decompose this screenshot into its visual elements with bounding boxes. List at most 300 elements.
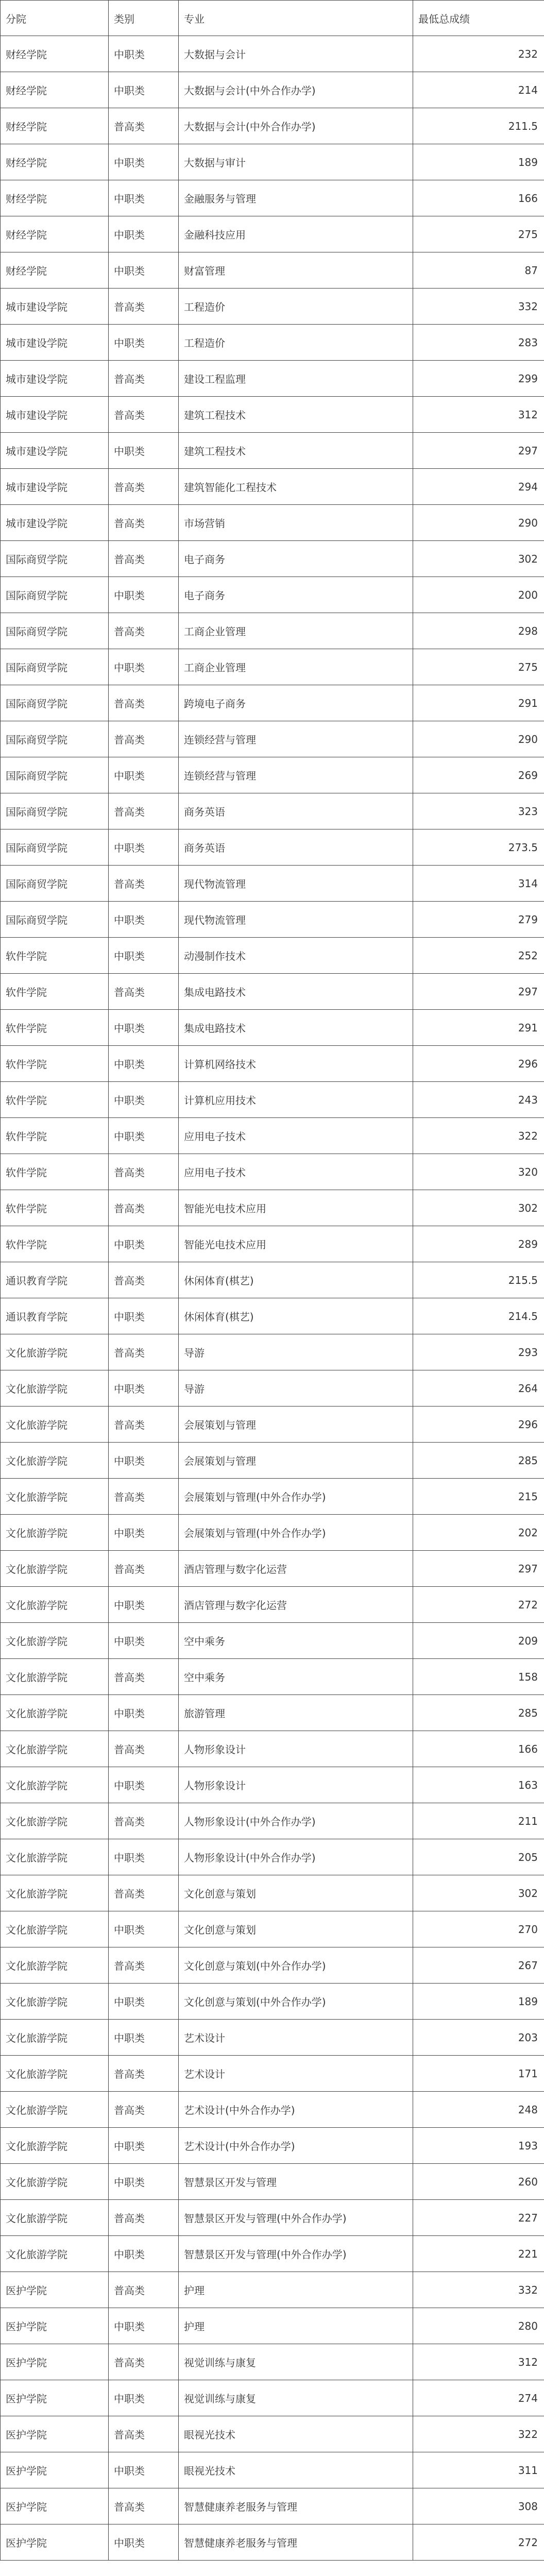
cell-score: 267 bbox=[413, 1947, 544, 1984]
cell-major: 工商企业管理 bbox=[179, 649, 413, 685]
cell-category: 中职类 bbox=[109, 938, 179, 974]
table-row bbox=[1, 1334, 544, 1370]
cell-college: 软件学院 bbox=[1, 1046, 109, 1082]
cell-score: 323 bbox=[413, 793, 544, 829]
cell-college: 文化旅游学院 bbox=[1, 1767, 109, 1803]
cell-score: 291 bbox=[413, 685, 544, 721]
cell-major: 大数据与会计 bbox=[179, 36, 413, 72]
cell-college: 城市建设学院 bbox=[1, 289, 109, 325]
cell-major: 建设工程监理 bbox=[179, 361, 413, 397]
table-row bbox=[1, 793, 544, 829]
table-row bbox=[1, 1731, 544, 1767]
table-row bbox=[1, 1298, 544, 1334]
cell-category: 普高类 bbox=[109, 289, 179, 325]
cell-major: 空中乘务 bbox=[179, 1659, 413, 1695]
cell-major: 大数据与会计(中外合作办学) bbox=[179, 72, 413, 108]
table-row bbox=[1, 2452, 544, 2488]
table-row bbox=[1, 469, 544, 505]
table-row bbox=[1, 2308, 544, 2344]
cell-score: 291 bbox=[413, 1010, 544, 1046]
cell-major: 旅游管理 bbox=[179, 1695, 413, 1731]
cell-category: 中职类 bbox=[109, 1515, 179, 1551]
cell-college: 软件学院 bbox=[1, 938, 109, 974]
cell-score: 171 bbox=[413, 2056, 544, 2092]
table-row bbox=[1, 2236, 544, 2272]
cell-category: 中职类 bbox=[109, 1226, 179, 1262]
cell-category: 普高类 bbox=[109, 1875, 179, 1911]
cell-major: 文化创意与策划(中外合作办学) bbox=[179, 1947, 413, 1984]
cell-score: 275 bbox=[413, 649, 544, 685]
cell-college: 软件学院 bbox=[1, 974, 109, 1010]
cell-score: 215 bbox=[413, 1479, 544, 1515]
cell-score: 87 bbox=[413, 252, 544, 289]
cell-score: 290 bbox=[413, 721, 544, 757]
cell-college: 城市建设学院 bbox=[1, 469, 109, 505]
cell-score: 322 bbox=[413, 1118, 544, 1154]
cell-category: 中职类 bbox=[109, 2452, 179, 2488]
cell-college: 文化旅游学院 bbox=[1, 1370, 109, 1406]
table-row bbox=[1, 2380, 544, 2416]
cell-major: 智能光电技术应用 bbox=[179, 1226, 413, 1262]
cell-college: 财经学院 bbox=[1, 216, 109, 252]
cell-score: 297 bbox=[413, 1551, 544, 1587]
cell-college: 医护学院 bbox=[1, 2524, 109, 2561]
cell-major: 金融科技应用 bbox=[179, 216, 413, 252]
cell-college: 文化旅游学院 bbox=[1, 1623, 109, 1659]
table-row bbox=[1, 1046, 544, 1082]
cell-category: 中职类 bbox=[109, 72, 179, 108]
table-row bbox=[1, 1406, 544, 1443]
cell-score: 332 bbox=[413, 289, 544, 325]
cell-category: 普高类 bbox=[109, 2272, 179, 2308]
cell-category: 普高类 bbox=[109, 1334, 179, 1370]
cell-score: 248 bbox=[413, 2092, 544, 2128]
header-score: 最低总成绩 bbox=[413, 1, 544, 36]
cell-category: 中职类 bbox=[109, 829, 179, 866]
cell-category: 中职类 bbox=[109, 1623, 179, 1659]
cell-category: 中职类 bbox=[109, 216, 179, 252]
cell-category: 中职类 bbox=[109, 1046, 179, 1082]
cell-category: 中职类 bbox=[109, 2524, 179, 2561]
cell-category: 普高类 bbox=[109, 2416, 179, 2452]
cell-college: 文化旅游学院 bbox=[1, 2092, 109, 2128]
table-row bbox=[1, 1803, 544, 1839]
cell-category: 普高类 bbox=[109, 1479, 179, 1515]
table-row bbox=[1, 1190, 544, 1226]
cell-major: 连锁经营与管理 bbox=[179, 721, 413, 757]
table-row bbox=[1, 541, 544, 577]
cell-college: 文化旅游学院 bbox=[1, 2128, 109, 2164]
cell-category: 中职类 bbox=[109, 2020, 179, 2056]
cell-score: 290 bbox=[413, 505, 544, 541]
cell-category: 中职类 bbox=[109, 1839, 179, 1875]
cell-score: 314 bbox=[413, 866, 544, 902]
cell-college: 城市建设学院 bbox=[1, 505, 109, 541]
cell-score: 252 bbox=[413, 938, 544, 974]
cell-major: 智慧健康养老服务与管理 bbox=[179, 2524, 413, 2561]
cell-score: 166 bbox=[413, 180, 544, 216]
cell-major: 人物形象设计 bbox=[179, 1767, 413, 1803]
table-row bbox=[1, 1154, 544, 1190]
cell-category: 普高类 bbox=[109, 469, 179, 505]
cell-major: 建筑工程技术 bbox=[179, 433, 413, 469]
cell-major: 酒店管理与数字化运营 bbox=[179, 1551, 413, 1587]
cell-college: 文化旅游学院 bbox=[1, 1406, 109, 1443]
cell-college: 通识教育学院 bbox=[1, 1262, 109, 1298]
cell-score: 215.5 bbox=[413, 1262, 544, 1298]
cell-major: 艺术设计 bbox=[179, 2020, 413, 2056]
cell-category: 普高类 bbox=[109, 721, 179, 757]
table-row bbox=[1, 649, 544, 685]
cell-category: 普高类 bbox=[109, 1262, 179, 1298]
cell-college: 软件学院 bbox=[1, 1190, 109, 1226]
table-row bbox=[1, 2524, 544, 2561]
cell-college: 城市建设学院 bbox=[1, 433, 109, 469]
cell-category: 中职类 bbox=[109, 1443, 179, 1479]
cell-college: 文化旅游学院 bbox=[1, 1803, 109, 1839]
cell-category: 普高类 bbox=[109, 2056, 179, 2092]
cell-major: 集成电路技术 bbox=[179, 1010, 413, 1046]
table-row bbox=[1, 361, 544, 397]
cell-major: 现代物流管理 bbox=[179, 866, 413, 902]
cell-college: 国际商贸学院 bbox=[1, 793, 109, 829]
cell-college: 财经学院 bbox=[1, 108, 109, 144]
cell-college: 医护学院 bbox=[1, 2488, 109, 2524]
cell-major: 智慧景区开发与管理 bbox=[179, 2164, 413, 2200]
table-row bbox=[1, 1984, 544, 2020]
table-row bbox=[1, 1118, 544, 1154]
cell-score: 285 bbox=[413, 1443, 544, 1479]
cell-major: 计算机网络技术 bbox=[179, 1046, 413, 1082]
cell-major: 集成电路技术 bbox=[179, 974, 413, 1010]
cell-college: 医护学院 bbox=[1, 2452, 109, 2488]
cell-major: 艺术设计(中外合作办学) bbox=[179, 2128, 413, 2164]
cell-category: 普高类 bbox=[109, 866, 179, 902]
cell-category: 普高类 bbox=[109, 397, 179, 433]
table-row bbox=[1, 902, 544, 938]
cell-college: 文化旅游学院 bbox=[1, 2236, 109, 2272]
cell-category: 中职类 bbox=[109, 1695, 179, 1731]
table-row bbox=[1, 72, 544, 108]
cell-major: 导游 bbox=[179, 1370, 413, 1406]
cell-score: 211 bbox=[413, 1803, 544, 1839]
table-row bbox=[1, 2272, 544, 2308]
table-row bbox=[1, 938, 544, 974]
cell-category: 中职类 bbox=[109, 433, 179, 469]
cell-college: 财经学院 bbox=[1, 144, 109, 180]
table-row bbox=[1, 289, 544, 325]
cell-score: 273.5 bbox=[413, 829, 544, 866]
table-row bbox=[1, 2200, 544, 2236]
table-row bbox=[1, 1479, 544, 1515]
cell-college: 国际商贸学院 bbox=[1, 866, 109, 902]
cell-college: 软件学院 bbox=[1, 1154, 109, 1190]
cell-score: 297 bbox=[413, 433, 544, 469]
cell-category: 中职类 bbox=[109, 649, 179, 685]
table-row bbox=[1, 2092, 544, 2128]
cell-college: 文化旅游学院 bbox=[1, 1659, 109, 1695]
table-row bbox=[1, 1082, 544, 1118]
table-row bbox=[1, 36, 544, 72]
table-row bbox=[1, 2128, 544, 2164]
cell-category: 中职类 bbox=[109, 1298, 179, 1334]
cell-category: 中职类 bbox=[109, 1984, 179, 2020]
cell-major: 眼视光技术 bbox=[179, 2452, 413, 2488]
cell-score: 285 bbox=[413, 1695, 544, 1731]
cell-score: 227 bbox=[413, 2200, 544, 2236]
table-row bbox=[1, 1839, 544, 1875]
cell-major: 休闲体育(棋艺) bbox=[179, 1262, 413, 1298]
table-row bbox=[1, 1659, 544, 1695]
cell-college: 国际商贸学院 bbox=[1, 829, 109, 866]
cell-college: 文化旅游学院 bbox=[1, 1911, 109, 1947]
cell-category: 普高类 bbox=[109, 2488, 179, 2524]
cell-major: 酒店管理与数字化运营 bbox=[179, 1587, 413, 1623]
table-row bbox=[1, 1443, 544, 1479]
cell-category: 中职类 bbox=[109, 325, 179, 361]
cell-category: 中职类 bbox=[109, 1370, 179, 1406]
header-category: 类别 bbox=[109, 1, 179, 36]
cell-college: 文化旅游学院 bbox=[1, 1947, 109, 1984]
table-row bbox=[1, 721, 544, 757]
cell-major: 应用电子技术 bbox=[179, 1118, 413, 1154]
cell-major: 护理 bbox=[179, 2272, 413, 2308]
cell-college: 文化旅游学院 bbox=[1, 1551, 109, 1587]
cell-category: 普高类 bbox=[109, 1406, 179, 1443]
cell-category: 普高类 bbox=[109, 1154, 179, 1190]
cell-college: 医护学院 bbox=[1, 2380, 109, 2416]
cell-score: 297 bbox=[413, 974, 544, 1010]
cell-major: 导游 bbox=[179, 1334, 413, 1370]
cell-college: 国际商贸学院 bbox=[1, 721, 109, 757]
cell-category: 中职类 bbox=[109, 1010, 179, 1046]
table-row bbox=[1, 1262, 544, 1298]
cell-score: 312 bbox=[413, 397, 544, 433]
cell-score: 202 bbox=[413, 1515, 544, 1551]
cell-score: 280 bbox=[413, 2308, 544, 2344]
table-row bbox=[1, 829, 544, 866]
cell-college: 财经学院 bbox=[1, 72, 109, 108]
cell-category: 中职类 bbox=[109, 2236, 179, 2272]
cell-category: 中职类 bbox=[109, 180, 179, 216]
cell-category: 普高类 bbox=[109, 108, 179, 144]
table-body bbox=[1, 36, 544, 2561]
cell-category: 普高类 bbox=[109, 1803, 179, 1839]
cell-major: 财富管理 bbox=[179, 252, 413, 289]
cell-major: 会展策划与管理 bbox=[179, 1406, 413, 1443]
table-row bbox=[1, 1623, 544, 1659]
cell-major: 动漫制作技术 bbox=[179, 938, 413, 974]
cell-score: 163 bbox=[413, 1767, 544, 1803]
cell-college: 国际商贸学院 bbox=[1, 649, 109, 685]
table-row bbox=[1, 1370, 544, 1406]
cell-major: 人物形象设计(中外合作办学) bbox=[179, 1839, 413, 1875]
cell-score: 308 bbox=[413, 2488, 544, 2524]
cell-college: 文化旅游学院 bbox=[1, 1731, 109, 1767]
cell-category: 普高类 bbox=[109, 974, 179, 1010]
table-row bbox=[1, 180, 544, 216]
cell-category: 普高类 bbox=[109, 505, 179, 541]
cell-score: 211.5 bbox=[413, 108, 544, 144]
table-row bbox=[1, 1695, 544, 1731]
cell-major: 护理 bbox=[179, 2308, 413, 2344]
cell-category: 中职类 bbox=[109, 1587, 179, 1623]
table-row bbox=[1, 144, 544, 180]
table-row bbox=[1, 757, 544, 793]
cell-college: 文化旅游学院 bbox=[1, 2164, 109, 2200]
cell-score: 166 bbox=[413, 1731, 544, 1767]
table-row bbox=[1, 613, 544, 649]
table-row bbox=[1, 252, 544, 289]
cell-major: 视觉训练与康复 bbox=[179, 2344, 413, 2380]
cell-score: 332 bbox=[413, 2272, 544, 2308]
cell-score: 232 bbox=[413, 36, 544, 72]
cell-category: 中职类 bbox=[109, 757, 179, 793]
cell-major: 会展策划与管理(中外合作办学) bbox=[179, 1515, 413, 1551]
table-row bbox=[1, 2344, 544, 2380]
cell-college: 文化旅游学院 bbox=[1, 1587, 109, 1623]
cell-college: 城市建设学院 bbox=[1, 325, 109, 361]
cell-category: 普高类 bbox=[109, 541, 179, 577]
cell-college: 城市建设学院 bbox=[1, 397, 109, 433]
header-college: 分院 bbox=[1, 1, 109, 36]
table-row bbox=[1, 216, 544, 252]
table-row bbox=[1, 866, 544, 902]
cell-college: 医护学院 bbox=[1, 2272, 109, 2308]
cell-major: 文化创意与策划 bbox=[179, 1911, 413, 1947]
cell-college: 财经学院 bbox=[1, 180, 109, 216]
cell-category: 中职类 bbox=[109, 1082, 179, 1118]
cell-college: 文化旅游学院 bbox=[1, 1695, 109, 1731]
cell-category: 中职类 bbox=[109, 2164, 179, 2200]
cell-major: 视觉训练与康复 bbox=[179, 2380, 413, 2416]
cell-major: 工程造价 bbox=[179, 325, 413, 361]
cell-category: 中职类 bbox=[109, 1118, 179, 1154]
cell-college: 软件学院 bbox=[1, 1010, 109, 1046]
cell-score: 264 bbox=[413, 1370, 544, 1406]
cell-major: 计算机应用技术 bbox=[179, 1082, 413, 1118]
cell-score: 299 bbox=[413, 361, 544, 397]
cell-major: 会展策划与管理(中外合作办学) bbox=[179, 1479, 413, 1515]
cell-score: 243 bbox=[413, 1082, 544, 1118]
cell-college: 国际商贸学院 bbox=[1, 902, 109, 938]
cell-major: 智慧景区开发与管理(中外合作办学) bbox=[179, 2200, 413, 2236]
cell-major: 智慧健康养老服务与管理 bbox=[179, 2488, 413, 2524]
table-row bbox=[1, 505, 544, 541]
cell-major: 文化创意与策划(中外合作办学) bbox=[179, 1984, 413, 2020]
cell-category: 普高类 bbox=[109, 2200, 179, 2236]
cell-college: 软件学院 bbox=[1, 1118, 109, 1154]
cell-major: 金融服务与管理 bbox=[179, 180, 413, 216]
cell-major: 会展策划与管理 bbox=[179, 1443, 413, 1479]
cell-category: 普高类 bbox=[109, 2344, 179, 2380]
cell-category: 中职类 bbox=[109, 2380, 179, 2416]
cell-score: 260 bbox=[413, 2164, 544, 2200]
cell-major: 空中乘务 bbox=[179, 1623, 413, 1659]
cell-score: 283 bbox=[413, 325, 544, 361]
cell-college: 文化旅游学院 bbox=[1, 1839, 109, 1875]
cell-major: 跨境电子商务 bbox=[179, 685, 413, 721]
cell-score: 320 bbox=[413, 1154, 544, 1190]
cell-college: 财经学院 bbox=[1, 36, 109, 72]
cell-college: 国际商贸学院 bbox=[1, 577, 109, 613]
table-row bbox=[1, 325, 544, 361]
table-row bbox=[1, 2056, 544, 2092]
table-row bbox=[1, 397, 544, 433]
cell-score: 193 bbox=[413, 2128, 544, 2164]
cell-score: 296 bbox=[413, 1046, 544, 1082]
cell-major: 商务英语 bbox=[179, 829, 413, 866]
cell-major: 建筑智能化工程技术 bbox=[179, 469, 413, 505]
table-row bbox=[1, 1551, 544, 1587]
table-row bbox=[1, 2416, 544, 2452]
cell-score: 296 bbox=[413, 1406, 544, 1443]
cell-major: 大数据与会计(中外合作办学) bbox=[179, 108, 413, 144]
cell-score: 275 bbox=[413, 216, 544, 252]
cell-major: 市场营销 bbox=[179, 505, 413, 541]
cell-category: 中职类 bbox=[109, 36, 179, 72]
cell-score: 189 bbox=[413, 144, 544, 180]
table-row bbox=[1, 1226, 544, 1262]
table-row bbox=[1, 1010, 544, 1046]
cell-major: 眼视光技术 bbox=[179, 2416, 413, 2452]
cell-major: 连锁经营与管理 bbox=[179, 757, 413, 793]
cell-category: 普高类 bbox=[109, 793, 179, 829]
cell-major: 文化创意与策划 bbox=[179, 1875, 413, 1911]
cell-score: 322 bbox=[413, 2416, 544, 2452]
table-row bbox=[1, 577, 544, 613]
cell-score: 270 bbox=[413, 1911, 544, 1947]
cell-category: 普高类 bbox=[109, 685, 179, 721]
cell-major: 建筑工程技术 bbox=[179, 397, 413, 433]
cell-major: 艺术设计(中外合作办学) bbox=[179, 2092, 413, 2128]
table-row bbox=[1, 2488, 544, 2524]
cell-category: 普高类 bbox=[109, 1947, 179, 1984]
cell-major: 人物形象设计(中外合作办学) bbox=[179, 1803, 413, 1839]
cell-major: 大数据与审计 bbox=[179, 144, 413, 180]
cell-major: 电子商务 bbox=[179, 577, 413, 613]
cell-category: 中职类 bbox=[109, 1911, 179, 1947]
cell-category: 普高类 bbox=[109, 1190, 179, 1226]
table-row bbox=[1, 1767, 544, 1803]
cell-score: 200 bbox=[413, 577, 544, 613]
cell-score: 293 bbox=[413, 1334, 544, 1370]
table-row bbox=[1, 1875, 544, 1911]
cell-category: 普高类 bbox=[109, 613, 179, 649]
cell-category: 普高类 bbox=[109, 361, 179, 397]
cell-college: 城市建设学院 bbox=[1, 361, 109, 397]
cell-score: 209 bbox=[413, 1623, 544, 1659]
cell-college: 文化旅游学院 bbox=[1, 1875, 109, 1911]
cell-college: 文化旅游学院 bbox=[1, 2056, 109, 2092]
cell-major: 工程造价 bbox=[179, 289, 413, 325]
cell-college: 国际商贸学院 bbox=[1, 757, 109, 793]
cell-score: 158 bbox=[413, 1659, 544, 1695]
cell-college: 国际商贸学院 bbox=[1, 613, 109, 649]
cell-score: 272 bbox=[413, 2524, 544, 2561]
cell-college: 文化旅游学院 bbox=[1, 1515, 109, 1551]
table-header-row bbox=[1, 1, 544, 36]
cell-score: 279 bbox=[413, 902, 544, 938]
cell-score: 221 bbox=[413, 2236, 544, 2272]
cell-college: 软件学院 bbox=[1, 1082, 109, 1118]
cell-major: 人物形象设计 bbox=[179, 1731, 413, 1767]
cell-college: 文化旅游学院 bbox=[1, 1984, 109, 2020]
cell-college: 医护学院 bbox=[1, 2344, 109, 2380]
table-row bbox=[1, 685, 544, 721]
cell-category: 中职类 bbox=[109, 144, 179, 180]
cell-score: 205 bbox=[413, 1839, 544, 1875]
